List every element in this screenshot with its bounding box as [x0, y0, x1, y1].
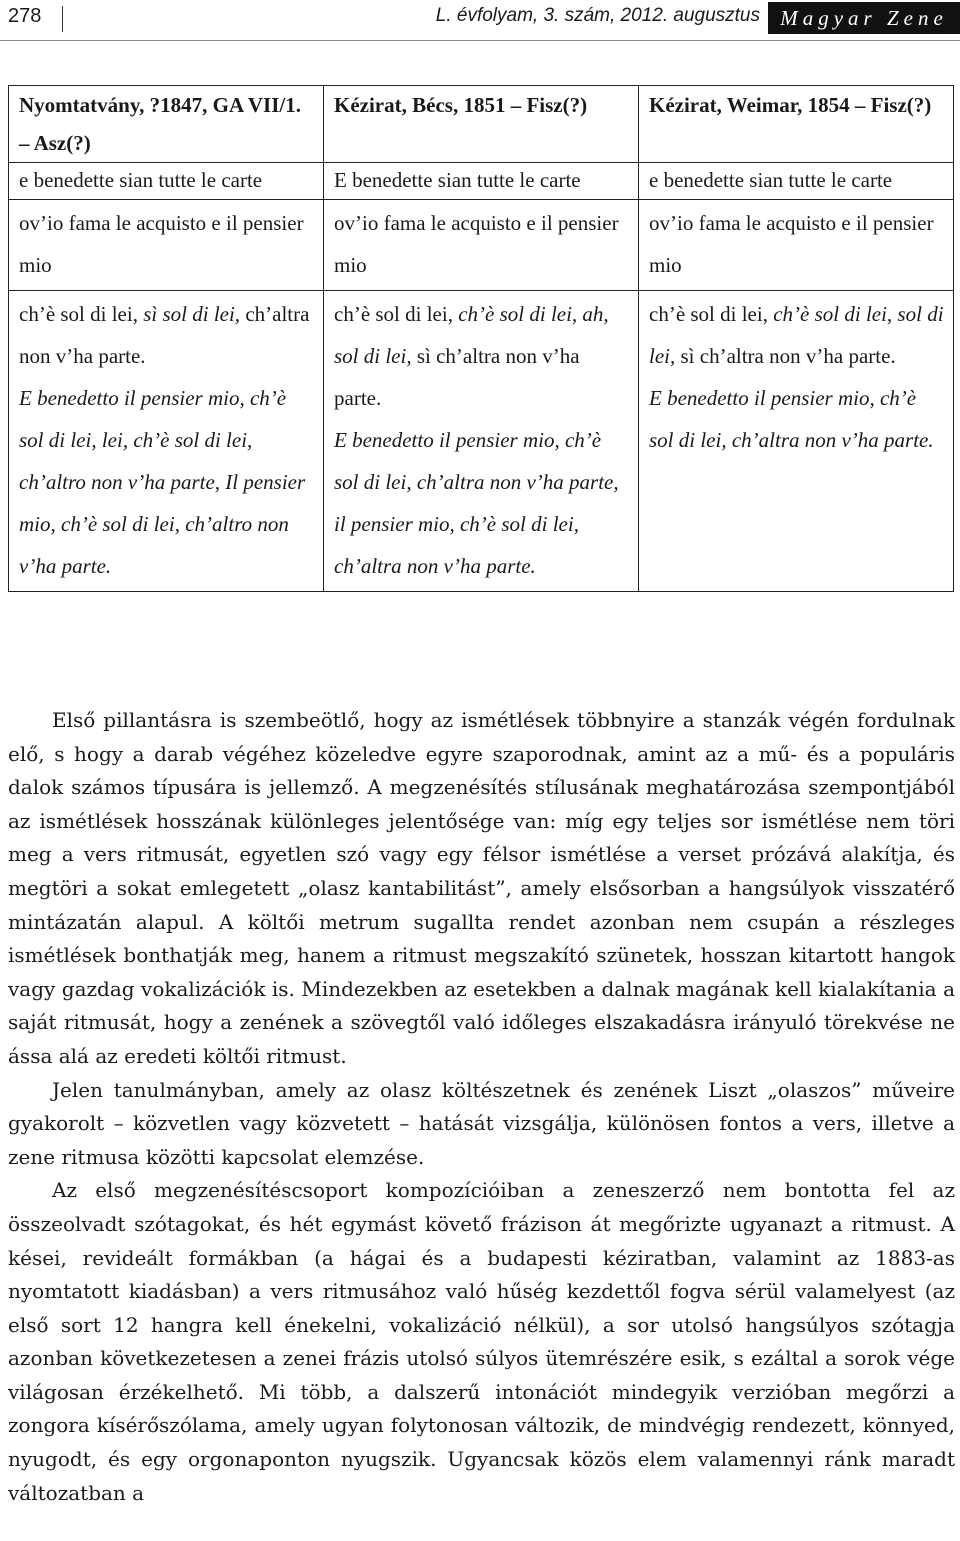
header-rule [0, 40, 960, 41]
text: E benedette sian tutte le carte [334, 168, 581, 192]
text: ov’io fama le acquisto e il pensier mio [19, 211, 304, 277]
column-header: Nyomtatvány, ?1847, GA VII/1. – Asz(?) [9, 86, 324, 163]
column-header: Kézirat, Bécs, 1851 – Fisz(?) [324, 86, 639, 163]
page-header [0, 0, 960, 40]
article-body [8, 704, 955, 1510]
table-row [9, 291, 954, 592]
journal-title: Magyar Zene [768, 2, 960, 34]
italic-text: sì sol di lei, [143, 302, 241, 326]
paragraph: Az első megzenésítéscsoport kompozícióiban a zeneszerző nem bontotta fel az összeolvadt szótagokat, és hét egymást követő frázison át megőrizte ugyanazt a ritmust. A kései, revideált formákban (a hágai és a budapesti kéziratban, valamint az 1883-as nyomtatott kiadásban) a vers ritmusához való hűség kezdettől fogva sérül valamelyest (az első sort 12 hangra kell énekelni, vokalizáció nélkül), a sor utolsó hangsúlyos szótagja azonban következetesen a zenei frázis utolsó súlyos ütemrészére esik, s ezáltal a sorok vége világosan érzékelhető. Mi több, a dalszerű intonációt mindegyik verzióban megőrzi a zongora kísérőszólama, amely ugyan folytonosan változik, de mindvégig rendezett, könnyed, nyugodt, és egy orgonaponton nyugszik. Ugyancsak közös elem valamennyi ránk maradt változatban a [8, 1178, 955, 1505]
text: e benedette sian tutte le carte [649, 168, 893, 192]
table-cell [639, 163, 954, 200]
page-number: 278 [8, 5, 42, 27]
text: ch’è sol di lei, [19, 302, 144, 326]
italic-text: ch’è sol di lei, ah, sol di lei, [334, 302, 609, 368]
text: ch’è sol di lei, [334, 302, 459, 326]
italic-text: E benedetto il pensier mio, ch’è sol di lei, ch’altra non v’ha parte, il pensier mio, ch’è sol di lei, ch’altra non v’ha parte. [334, 428, 619, 578]
italic-text: E benedetto il pensier mio, ch’è sol di lei, ch’altra non v’ha parte. [649, 386, 934, 452]
table-header-row [9, 86, 954, 163]
table-row [9, 200, 954, 291]
paragraph: Jelen tanulmányban, amely az olasz költészetnek és zenének Liszt „olaszos” műveire gyakorolt – közvetlen vagy közvetett – hatását vizsgálja, különösen fontos a vers, illetve a zene ritmusa közötti kapcsolat elemzése. [8, 1077, 955, 1169]
table-cell [324, 200, 639, 291]
header-divider [62, 6, 63, 32]
text: sì ch’altra non v’ha parte. [334, 344, 580, 410]
text: ov’io fama le acquisto e il pensier mio [649, 211, 934, 277]
table-cell [9, 163, 324, 200]
table-row [9, 163, 954, 200]
italic-text: ch’è sol di lei, sol di lei, [649, 302, 944, 368]
column-header: Kézirat, Weimar, 1854 – Fisz(?) [639, 86, 954, 163]
lyrics-comparison-table [8, 85, 954, 592]
table-cell [9, 291, 324, 592]
text: ch’altra non v’ha parte. [19, 302, 310, 368]
paragraph: Első pillantásra is szembeötlő, hogy az ismétlések többnyire a stanzák végén fordulnak elő, s hogy a darab végéhez közeledve egyre szaporodnak, amint az a mű- és a populáris dalok számos típusára is jellemző. A megzenésítés stílusának meghatározása szempontjából az ismétlések hosszának különleges jelentősége van: míg egy teljes sor ismétlése nem töri meg a vers ritmusát, egyetlen szó vagy egy félsor ismétlése a verset prózává alakítja, és megtöri a sokat emlegetett „olasz kantabilitást”, amely elsősorban a hangsúlyok visszatérő mintázatán alapul. A költői metrum sugallta rendet azonban nem csupán a részleges ismétlések bonthatják meg, hanem a ritmust megszakító szünetek, hosszan kitartott hangok vagy gazdag vokalizációk is. Mindezekben az esetekben a dalnak magának kell kialakítania a saját ritmusát, hogy a zenének a szövegtől való időleges elszakadásra irányuló törekvése ne ássa alá az eredeti költői ritmust. [8, 708, 955, 1068]
table-cell [324, 163, 639, 200]
table-cell [639, 200, 954, 291]
text: sì ch’altra non v’ha parte. [675, 344, 896, 368]
text: ch’è sol di lei, [649, 302, 774, 326]
italic-text: E benedetto il pensier mio, ch’è sol di lei, lei, ch’è sol di lei, ch’altro non v’ha parte, Il pensier mio, ch’è sol di lei, ch’altro non v’ha parte. [19, 386, 306, 578]
text: e benedette sian tutte le carte [19, 168, 263, 192]
table-cell [324, 291, 639, 592]
table-cell [9, 200, 324, 291]
issue-info: L. évfolyam, 3. szám, 2012. augusztus [435, 5, 760, 26]
table-cell [639, 291, 954, 592]
text: ov’io fama le acquisto e il pensier mio [334, 211, 619, 277]
